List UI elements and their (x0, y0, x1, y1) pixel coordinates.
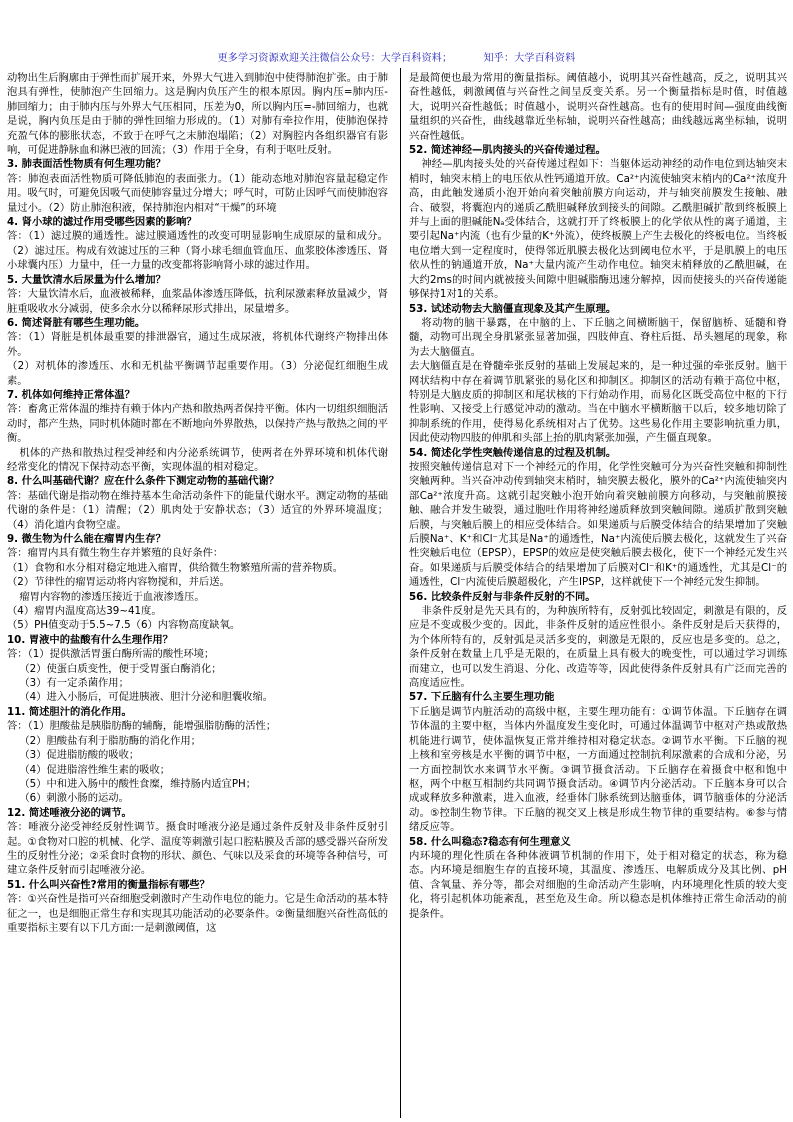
answer-paragraph: 按照突触传递信息对下一个神经元的作用，化学性突触可分为兴奋性突触和抑制性突触两种。当兴奋冲动传到轴突末梢时，轴突膜去极化，膜外的Ca²⁺内流使轴突内部Ca²⁺浓度升高。这就引起突触小泡开始向着突触前膜方向移动，与突触前膜接触、融合并发生破裂，通过胞吐作用将神经递质释放到突触间隙。递质扩散到突触后膜，与突触后膜上的相应受体结合。如果递质与后膜受体结合的结果增加了突触后膜Na⁺、K⁺和Cl⁻尤其是Na⁺的通透性，Na⁺内流使后膜去极化，这就发生了兴奋性突触后电位（EPSP），EPSP的效应是使突触后膜去极化，使下一个神经元发生兴奋。如果递质与后膜受体结合的结果增加了后膜对Cl⁻和K⁺的通透性，尤其是Cl⁻的通透性，Cl⁻内流使后膜超极化，产生IPSP，这样就使下一个神经元发生抑制。 (409, 460, 787, 589)
answer-paragraph: 答：基础代谢是指动物在维持基本生命活动条件下的能量代谢水平。测定动物的基础代谢的条件是：（1）清醒；（2）肌肉处于安静状态；（3）适宜的外界环境温度；（4）消化道内食物空虚。 (7, 489, 388, 531)
question-heading: 9. 微生物为什么能在瘤胃内生存？ (7, 533, 166, 545)
question-heading: 11. 简述胆汁的消化作用。 (7, 705, 132, 718)
answer-paragraph: 答：畜禽正常体温的维持有赖于体内产热和散热两者保持平衡。体内一切组织细胞活动时，都产生热，同时机体随时都在不断地向外界散热，以保持产热与散热之间的平衡。 (7, 403, 388, 445)
answer-paragraph: 内环境的理化性质在各种体液调节机制的作用下，处于相对稳定的状态，称为稳态。内环境是细胞生存的直接环境，其温度、渗透压、电解质成分及其比例、pH值、含氧量、养分等，都会对细胞的生命活动产生影响，内环境理化性质的较大变化，将引起机体功能紊乱，甚至危及生命。所以稳态是机体维持正常生命活动的前提条件。 (409, 849, 787, 920)
question-heading: 8. 什么叫基础代谢？应在什么条件下测定动物的基础代谢？ (7, 475, 280, 488)
page-header (0, 49, 793, 64)
answer-paragraph: 答：（1）肾脏是机体最重要的排泄器官，通过生成尿液，将机体代谢终产物排出体外。 (7, 331, 388, 358)
answer-paragraph: 非条件反射是先天具有的，为种族所特有，反射弧比较固定，刺激是有限的，反应是不变或极少变的。因此，非条件反射的适应性很小。条件反射是后天获得的，为个体所特有的，反射弧是灵活多变的，刺激是无限的，反应也是多变的。总之，条件反射在数量上几乎是无限的，在质量上具有极大的晚变性，可以通过学习训练而建立，也可以发生消退、分化、改造等等，因此使得条件反射具有广泛而完善的高度适应性。 (409, 605, 787, 690)
answer-paragraph: 答：瘤胃内具有微生物生存并繁殖的良好条件： (7, 547, 224, 560)
header-zhihu-note: 知乎：大学百科资料 (483, 53, 576, 64)
question-heading: 10. 胃液中的盐酸有什么生理作用？ (7, 633, 173, 646)
question-heading: 51. 什么叫兴奋性?常用的衡量指标有哪些？ (7, 878, 210, 891)
question-heading: 6. 简述肾脏有哪些生理功能。 (7, 316, 146, 329)
question-heading: 7. 机体如何维持正常体温？ (7, 388, 135, 401)
question-heading: 57. 下丘脑有什么主要生理功能 (409, 691, 555, 704)
answer-paragraph: （4）进入小肠后，可促进胰液、胆汁分泌和胆囊收缩。 (19, 691, 274, 704)
answer-paragraph: 去大脑僵直是在脊髓牵张反射的基础上发展起来的，是一种过强的牵张反射。脑干网状结构中存在着调节肌紧张的易化区和抑制区。抑制区的活动有赖于高位中枢，特别是大脑皮质的抑制区和尾状核的下行始动作用，而易化区既受高位中枢的下行性影响、又接受上行感觉冲动的激动。当在中脑水平横断脑干以后，较多地切除了抑制系统的作用，使得易化系统相对占了优势。这些易化作用主要影响抗重力肌，因此使动物四肢的伸肌和头部上抬的肌肉紧张加强，产生僵直现象。 (409, 360, 787, 445)
question-heading: 4. 肾小球的滤过作用受哪些因素的影响？ (7, 216, 197, 229)
header-wechat-note: 更多学习资源欢迎关注微信公众号：大学百科资料； (217, 53, 453, 64)
question-heading: 12. 简述唾液分泌的调节。 (7, 806, 132, 819)
answer-paragraph: （1）食物和水分相对稳定地进入瘤胃，供给微生物繁殖所需的营养物质。 (7, 561, 344, 574)
question-heading: 54. 简述化学性突触传递信息的过程及机制。 (409, 446, 617, 459)
answer-paragraph: 答：肺泡表面活性物质可降低肺泡的表面张力。（1）能动态地对肺泡容量起稳定作用。吸气时，可避免因吸气而使肺容量过分增大；呼气时，可防止因呼气而使肺泡容量过小。（2）防止肺泡积液，保持肺泡内相对“干燥”的环境 (7, 172, 388, 214)
answer-paragraph: 神经—肌肉接头处的兴奋传递过程如下：当躯体运动神经的动作电位到达轴突末梢时，轴突末梢上的电压依从性钙通道开放。Ca²⁺内流使轴突末梢内的Ca²⁺浓度升高，由此触发递质小泡开始向着突触前膜方向运动，并与轴突前膜发生接触、融合、破裂，将囊泡内的递质乙酰胆碱释放到接头的间隙。乙酰胆碱扩散到终板膜上并与上面的胆碱能Nₐ受体结合，这就打开了终板膜上的化学依从性的离子通道，主要引起Na⁺内流（也有少量的K⁺外流），使终板膜上产生去极化的终板电位。当终板电位增大到一定程度时，使得邻近肌膜去极化达到阈电位水平，于是肌膜上的电压依从性的钠通道开放，Na⁺大量内流产生动作电位。轴突末梢释放的乙酰胆碱，在大约2ms的时间内就被接头间隙中胆碱脂酶迅速分解掉，因而使接头的兴奋传递能够保持1对1的关系。 (409, 158, 787, 301)
left-column (7, 71, 388, 935)
answer-paragraph: 答：大量饮清水后，血液被稀释，血浆晶体渗透压降低，抗利尿激素释放量减少，肾脏重吸收水分减弱，使多余水分以稀释尿形式排出，尿量增多。 (7, 288, 388, 315)
answer-paragraph: 答：（1）胆酸盐是胰脂肪酶的辅酶，能增强脂肪酶的活性； (7, 720, 277, 733)
answer-paragraph: 答：（1）滤过膜的通透性。滤过膜通透性的改变可明显影响生成原尿的量和成分。（2）滤过压。构成有效滤过压的三种（肾小球毛细血管血压、血浆胶体渗透压、肾小球囊内压）力量中，任一力量的改变都将影响肾小球的滤过作用。 (7, 230, 388, 272)
answer-paragraph: 下丘脑是调节内脏活动的高级中枢，主要生理功能有：①调节体温。下丘脑存在调节体温的主要中枢，当体内外温度发生变化时，可通过体温调节中枢对产热或散热机能进行调节，使体温恢复正常并维持相对稳定状态。②调节水平衡。下丘脑的视上核和室旁核是水平衡的调节中枢，一方面通过控制抗利尿激素的合成和分泌，另一方面控制饮水来调节水平衡。③调节摄食活动。下丘脑存在着摄食中枢和饱中枢，两个中枢互相制约共同调节摄食活动。④调节内分泌活动。下丘脑本身可以合成或释放多种激素，进入血液，经垂体门脉系统到达脑垂体，调节脑垂体的分泌活动。⑤控制生物节律。下丘脑的视交叉上核是形成生物节律的重要结构。⑥参与情绪反应等。 (409, 705, 787, 834)
answer-paragraph: 动物出生后胸廓由于弹性而扩展开来，外界大气进入到肺泡中使得肺泡扩张。由于肺泡具有弹性，使肺泡产生回缩力。这是胸内负压产生的根本原因。胸内压=肺内压-肺回缩力；由于肺内压与外界大气压相同，压差为0，所以胸内压=-肺回缩力，也就是说，胸内负压是由于肺的弹性回缩力形成的。（1）对肺有牵拉作用，使肺泡保持充盈气体的膨胀状态，不致于在呼气之末肺泡塌陷；（2）对胸腔内各组织器官有影响，可促进静脉血和淋巴液的回流；（3）作用于全身，有利于呕吐反射。 (7, 72, 388, 157)
answer-paragraph: 将动物的脑干暴露，在中脑的上、下丘脑之间横断脑干，保留脑桥、延髓和脊髓，动物可出现全身肌紧张显著加强，四肢伸直、脊柱后挺、昂头翘尾的现象，称为去大脑僵直。 (409, 316, 787, 358)
answer-paragraph: 机体的产热和散热过程受神经和内分泌系统调节，使两者在外界环境和机体代谢经常变化的情况下保持动态平衡，实现体温的相对稳定。 (7, 446, 388, 473)
answer-paragraph: （5）中和进入肠中的酸性食糜，维持肠内适宜PH； (19, 777, 257, 790)
answer-paragraph: （2）使蛋白质变性，便于受胃蛋白酶消化； (19, 662, 222, 675)
question-heading: 3. 肺表面活性物质有何生理功能？ (7, 158, 166, 171)
answer-paragraph: （4）促进脂溶性维生素的吸收； (19, 763, 171, 776)
answer-paragraph: 答：（1）提供激活胃蛋白酶所需的酸性环境； (7, 648, 215, 661)
answer-paragraph: （4）瘤胃内温度高达39~41度。 (7, 605, 162, 618)
answer-paragraph: 答：唾液分泌受神经反射性调节。摄食时唾液分泌是通过条件反射及非条件反射引起。①食物对口腔的机械、化学、温度等刺激引起口腔粘膜及舌部的感受器兴奋所发生的反射性分泌；②采食时食物的形状、颜色、气味以及采食的环境等各种信号，可建立条件反射而引起唾液分泌。 (7, 821, 388, 877)
answer-paragraph: （2）胆酸盐有利于脂肪酶的消化作用； (19, 734, 201, 747)
question-heading: 53. 试述动物去大脑僵直现象及其产生原理。 (409, 302, 617, 315)
answer-paragraph: 瘤胃内容物的渗透压接近于血液渗透压。 (19, 590, 205, 603)
answer-paragraph: 是最简便也最为常用的衡量指标。阈值越小，说明其兴奋性越高，反之，说明其兴奋性越低，刺激阈值与兴奋性之间呈反变关系。另一个衡量指标是时值，时值越大，说明兴奋性越低；时值越小，说明兴奋性越高。也有的使用时间—强度曲线衡量组织的兴奋性，曲线越靠近坐标轴，说明兴奋性越高；曲线越远离坐标轴，说明兴奋性越低。 (409, 72, 787, 142)
answer-paragraph: （2）节律性的瘤胃运动将内容物搅和，并后送。 (7, 576, 230, 589)
question-heading: 58. 什么叫稳态?稳态有何生理意义 (409, 835, 571, 848)
answer-paragraph: （3）有一定杀菌作用； (19, 677, 129, 690)
answer-paragraph: （2）对机体的渗透压、水和无机盐平衡调节起重要作用。（3）分泌促红细胞生成素。 (7, 360, 388, 387)
question-heading: 5. 大量饮清水后尿量为什么增加？ (7, 273, 166, 286)
answer-paragraph: 答：①兴奋性是指可兴奋细胞受刺激时产生动作电位的能力。它是生命活动的基本特征之一，也是细胞正常生存和实现其功能活动的必要条件。②衡量细胞兴奋性高低的重要指标主要有以下几方面:一是刺激阈值，这 (7, 893, 388, 934)
question-heading: 56. 比较条件反射与非条件反射的不同。 (409, 590, 596, 603)
right-column (409, 71, 787, 921)
column-divider (400, 68, 401, 1118)
question-heading: 52. 简述神经—肌肉接头的兴奋传递过程。 (409, 144, 606, 157)
answer-paragraph: （6）刺激小肠的运动。 (19, 792, 129, 805)
answer-paragraph: （3）促进脂肪酸的吸收； (19, 749, 140, 762)
answer-paragraph: （5）PH值变动于5.5~7.5（6）内容物高度缺氧。 (7, 619, 241, 632)
